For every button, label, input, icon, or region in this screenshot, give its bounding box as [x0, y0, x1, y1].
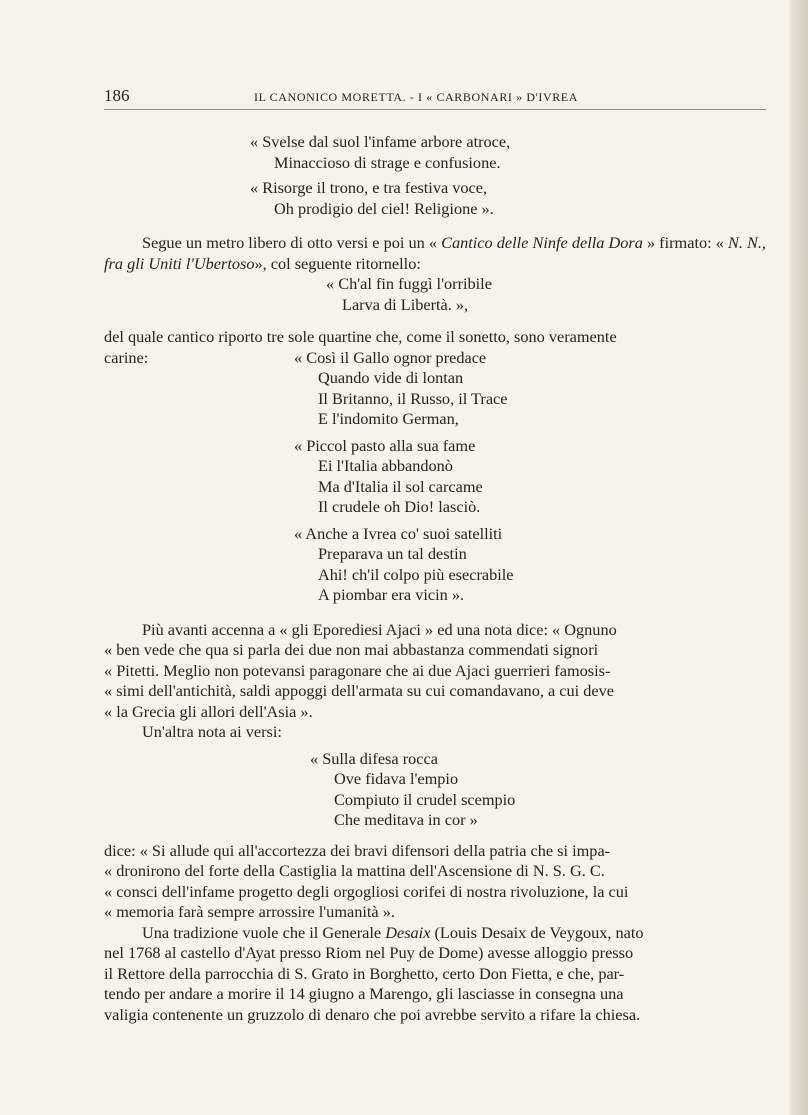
- verse-line: Ma d'Italia il sol carcame: [318, 476, 483, 496]
- text-line: « memoria farà sempre arrossire l'umanità ».: [104, 902, 395, 921]
- verse-line: Ei l'Italia abbandonò: [318, 456, 453, 475]
- text-line: Più avanti accenna a « gli Eporediesi Ajaci » ed una nota dice: « Ognuno: [142, 619, 617, 639]
- text-line: « Pitetti. Meglio non potevansi paragonare che ai due Ajaci guerrieri famosis-: [104, 660, 611, 680]
- paragraph-allude: [104, 841, 766, 923]
- page: [104, 86, 766, 1025]
- verse-line: Il crudele oh Dio! lasciò.: [318, 497, 481, 516]
- italic-title: Cantico delle Ninfe della Dora: [441, 233, 643, 252]
- verse-line: A piombar era vicin ».: [318, 585, 465, 604]
- running-header: [104, 86, 766, 110]
- text-line: « consci dell'infame progetto degli orgogliosi corifei di nostra rivoluzione, la cui: [104, 881, 629, 901]
- verse-line: « Risorge il trono, e tra festiva voce,: [250, 178, 488, 197]
- stanza-2: [104, 436, 766, 518]
- text-line: [104, 923, 766, 944]
- verse-line: « Piccol pasto alla sua fame: [294, 435, 476, 455]
- page-edge: [790, 0, 808, 1115]
- verse-line: « Sulla difesa rocca: [310, 748, 438, 768]
- text-run: Segue un metro libero di otto versi e poi un «: [142, 233, 437, 252]
- verse-line: « Così il Gallo ognor predace: [294, 347, 487, 367]
- text-run: (Louis Desaix de Veygoux, nato: [434, 922, 644, 942]
- text-line: Un'altra nota ai versi:: [142, 722, 282, 741]
- verse-rocca: [104, 749, 766, 831]
- paragraph-quartine: [104, 327, 766, 430]
- verse-line: Ahi! ch'il colpo più esecrabile: [318, 564, 514, 584]
- verse-line: Oh prodigio del ciel! Religione ».: [274, 198, 494, 218]
- verse-line: « Svelse dal suol l'infame arbore atroce,: [250, 132, 511, 151]
- text-run: » firmato: «: [646, 233, 724, 252]
- verse-sonnet-end: [104, 132, 766, 219]
- text-line: « ben vede che qua si parla dei due non mai abbastanza commendati signori: [104, 640, 599, 659]
- verse-line: Compiuto il crudel scempio: [334, 789, 516, 809]
- italic-name: Desaix: [385, 922, 431, 942]
- verse-line: Minaccioso di strage e confusione.: [274, 152, 501, 172]
- verse-line: Ove fidava l'empio: [334, 769, 459, 788]
- verse-line: « Anche a Ivrea co' suoi satelliti: [294, 523, 503, 543]
- verse-line: Preparava un tal destin: [318, 544, 467, 563]
- text-line: del quale cantico riporto tre sole quartine che, come il sonetto, sono veramente: [104, 327, 617, 346]
- stanza-1: [294, 348, 508, 430]
- verse-line: E l'indomito German,: [318, 409, 459, 428]
- text-line: nel 1768 al castello d'Ayat presso Riom nel Puy de Dome) avesse alloggio presso: [104, 943, 634, 962]
- verse-line: Il Britanno, il Russo, il Trace: [318, 388, 508, 408]
- paragraph-cantico: [104, 233, 766, 274]
- page-number: 186: [104, 86, 130, 105]
- verse-line: Larva di Libertà. »,: [342, 294, 469, 314]
- verse-line: Che meditava in cor »: [334, 810, 478, 829]
- italic-author: N. N., fra gli Uniti l'Ubertoso: [104, 233, 766, 273]
- text-run: », col seguente ritornello:: [254, 253, 421, 273]
- text-line: il Rettore della parrocchia di S. Grato in Borghetto, certo Don Fietta, e che, par-: [104, 963, 625, 983]
- text-line: « dronirono del forte della Castiglia la mattina dell'Ascensione di N. S. G. C.: [104, 861, 605, 880]
- text-run: Una tradizione vuole che il Generale: [142, 922, 382, 942]
- text-line: « la Grecia gli allori dell'Asia ».: [104, 701, 313, 721]
- paragraph-ajaci: [104, 620, 766, 743]
- verse-line: « Ch'al fin fuggì l'orribile: [326, 274, 492, 293]
- stanza-3: [104, 524, 766, 606]
- text-line: carine:: [104, 347, 149, 367]
- text-line: valigia contenente un gruzzolo di denaro che poi avrebbe servito a rifare la chiesa.: [104, 1004, 641, 1024]
- text-line: « simi dell'antichità, saldi appoggi dell'armata su cui comandavano, a cui deve: [104, 681, 614, 700]
- text-line: tendo per andare a morire il 14 giugno a Marengo, gli lasciasse in consegna una: [104, 984, 624, 1003]
- text-line: dice: « Si allude qui all'accortezza dei bravi difensori della patria che si impa-: [104, 840, 611, 860]
- verse-refrain: [104, 274, 766, 315]
- running-title: IL CANONICO MORETTA. - I « CARBONARI » D'IVREA: [254, 90, 579, 104]
- paragraph-desaix: [104, 923, 766, 1026]
- verse-line: Quando vide di lontan: [318, 368, 464, 387]
